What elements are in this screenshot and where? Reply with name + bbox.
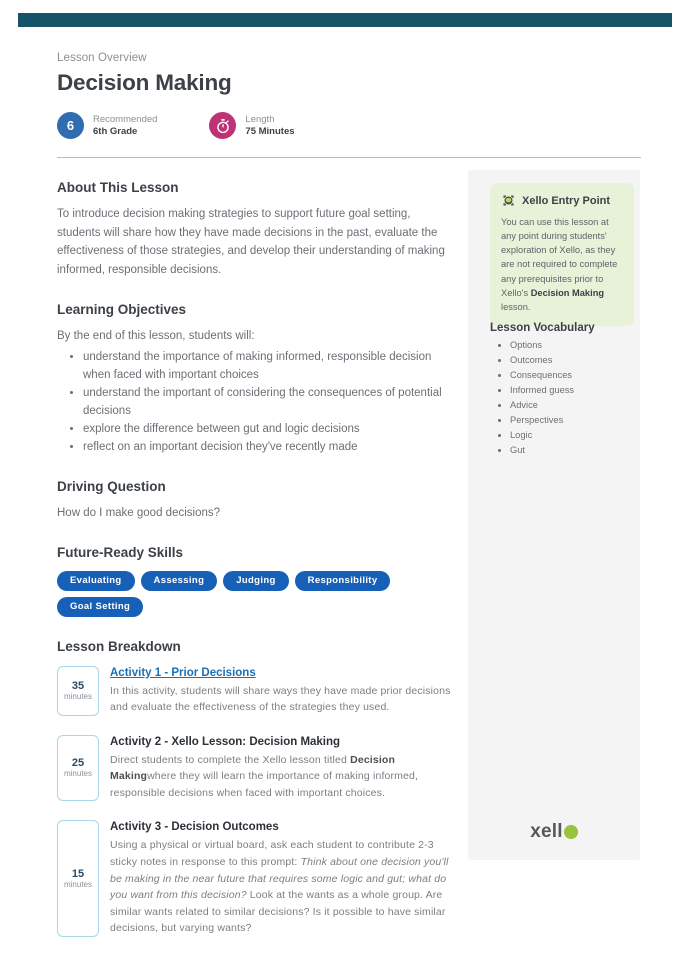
skill-pill[interactable]: Goal Setting (57, 597, 143, 617)
about-section (57, 180, 452, 280)
xello-entry-point-callout (490, 183, 634, 326)
skill-pill[interactable]: Responsibility (295, 571, 391, 591)
skills-heading: Future-Ready Skills (57, 544, 184, 560)
activity-item-3 (57, 820, 452, 936)
skill-pill[interactable]: Assessing (141, 571, 218, 591)
top-accent-bar-wrapper (0, 13, 691, 27)
main-content-column (57, 180, 452, 959)
breadcrumb-eyebrow: Lesson Overview (57, 52, 147, 64)
activity-desc-bold: Decision Making (110, 753, 396, 783)
sidebar-panel (468, 170, 640, 860)
activity-desc-pre: Using a physical or virtual board, ask each student to contribute 2-3 sticky notes in response to this prompt: (110, 839, 434, 869)
meta-label-recommended: Recommended (93, 113, 158, 125)
list-item: • reflect on an important decision they've recently made (83, 439, 452, 456)
driving-question-heading: Driving Question (57, 478, 166, 494)
list-item: • Advice (510, 398, 638, 413)
objectives-intro: By the end of this lesson, students will: (57, 329, 255, 342)
list-item: • Outcomes (510, 353, 638, 368)
activity-duration-value: 15 (71, 867, 85, 880)
meta-label-length: Length (245, 113, 275, 125)
entry-text-bold: Decision Making (530, 287, 605, 298)
lesson-breakdown-section (57, 639, 452, 937)
skill-pill[interactable]: Evaluating (57, 571, 135, 591)
breakdown-heading: Lesson Breakdown (57, 638, 181, 654)
meta-value-grade: 6th Grade (93, 125, 138, 137)
activity-list (57, 666, 452, 937)
future-ready-skills-section (57, 545, 452, 617)
driving-question-text: How do I make good decisions? (57, 506, 221, 519)
list-item: • understand the important of considering the consequences of potential decisions (83, 385, 452, 420)
activity-duration-unit: minutes (63, 879, 92, 889)
vocabulary-list (490, 338, 638, 458)
driving-question-section (57, 479, 452, 523)
list-item: • explore the difference between gut and logic decisions (83, 421, 452, 438)
entry-point-text (501, 215, 623, 314)
activity-description (110, 752, 452, 802)
activity-duration-box (57, 735, 99, 802)
list-item: • Logic (510, 428, 638, 443)
objectives-section (57, 302, 452, 457)
activity-title-link[interactable]: Activity 1 - Prior Decisions (110, 666, 256, 679)
list-item: • understand the importance of making informed, responsible decision when faced with important choices (83, 349, 452, 384)
list-item: • Consequences (510, 368, 638, 383)
skills-pill-list (57, 571, 452, 617)
xello-logo-text: xell (530, 821, 563, 842)
list-item: • Informed guess (510, 383, 638, 398)
objectives-heading: Learning Objectives (57, 301, 187, 317)
meta-recommended-grade (57, 112, 157, 139)
entry-text-post: lesson. (501, 301, 531, 312)
page-header (57, 52, 641, 139)
activity-description: In this activity, students will share ways they have made prior decisions and evaluate the effectiveness of the strategies they used. (110, 684, 451, 714)
activity-duration-value: 25 (71, 757, 85, 770)
about-heading: About This Lesson (57, 180, 179, 195)
objectives-list (57, 349, 452, 457)
activity-duration-box (57, 820, 99, 936)
activity-item-2 (57, 735, 452, 802)
skill-pill[interactable]: Judging (223, 571, 288, 591)
activity-duration-unit: minutes (63, 769, 92, 779)
activity-title: Activity 2 - Xello Lesson: Decision Making (110, 735, 341, 748)
grade-number-badge: 6 (57, 112, 84, 139)
activity-description (110, 837, 452, 936)
xello-logo (468, 821, 640, 843)
page-title: Decision Making (57, 70, 232, 95)
about-text: To introduce decision making strategies to support future goal setting, students will share how they have made decisions in the past, evaluate the effectiveness of those strategies, and develop their understanding of making informed, responsible decisions. (57, 208, 445, 276)
xello-mark-icon (501, 193, 516, 208)
activity-duration-unit: minutes (63, 691, 92, 701)
lesson-vocabulary-section (490, 322, 638, 458)
list-item: • Gut (510, 443, 638, 458)
lesson-meta-row (57, 112, 641, 139)
list-item: • Perspectives (510, 413, 638, 428)
activity-desc-post: Look at the wants as a whole group. Are similar wants related to similar decisions? Is it possible to have similar decisions, but varying wants? (110, 889, 446, 935)
activity-duration-box (57, 666, 99, 716)
activity-duration-value: 35 (71, 679, 85, 692)
activity-desc-prompt: Think about one decision you'll be making in the near future that requires some logic and gut; what do you want from this decision? (110, 856, 449, 902)
stopwatch-icon (209, 112, 236, 139)
meta-value-length: 75 Minutes (245, 125, 295, 137)
header-divider (57, 157, 641, 158)
meta-length (209, 112, 294, 139)
entry-point-title: Xello Entry Point (522, 194, 611, 207)
activity-title: Activity 3 - Decision Outcomes (110, 821, 279, 834)
activity-desc-pre: Direct students to complete the Xello lesson titled (110, 753, 351, 766)
top-accent-bar (18, 13, 672, 27)
vocabulary-heading: Lesson Vocabulary (490, 322, 595, 334)
entry-point-header (501, 193, 623, 208)
entry-text-pre: You can use this lesson at any point during students' exploration of Xello, as they are not required to complete any prerequisites prior to Xello's (501, 217, 618, 298)
xello-logo-dot-icon (564, 825, 578, 839)
activity-item-1 (57, 666, 452, 716)
list-item: • Options (510, 338, 638, 353)
activity-desc-post: where they will learn the importance of making informed, responsible decisions when faced with important choices. (110, 770, 419, 799)
